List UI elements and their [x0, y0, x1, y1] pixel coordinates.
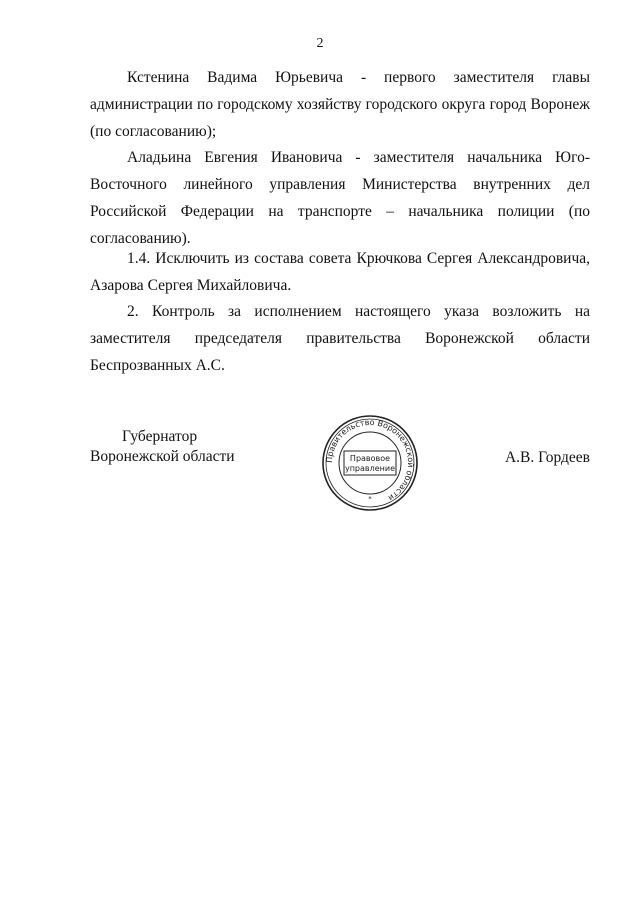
page-number: 2: [316, 36, 324, 51]
signature-name: А.В. Гордеев: [504, 449, 590, 466]
seal-inner-line2: управление: [344, 464, 396, 473]
paragraph-kstenin: Кстенина Вадима Юрьевича - первого заместителя главы администрации по городскому хозяйству городского округа город Воронеж (по согласованию);: [90, 69, 590, 140]
signature-title-line1: Губернатор: [122, 428, 198, 445]
seal-stamp: [320, 413, 420, 513]
seal-icon: [320, 413, 420, 513]
svg-text:*: *: [368, 495, 372, 503]
paragraph-control: 2. Контроль за исполнением настоящего указа возложить на заместителя председателя правительства Воронежской области Беспрозванных А.С.: [90, 303, 590, 374]
paragraph-aladin: Аладьина Евгения Ивановича - заместителя начальника Юго-Восточного линейного управления Министерства внутренних дел Российской Федерации на транспорте – начальника полиции (по согласованию).: [90, 149, 590, 247]
seal-outer-text: Правительство Воронежской области: [324, 417, 416, 503]
seal-inner-line1: Правовое: [349, 454, 391, 463]
signature-title: [90, 427, 235, 467]
signature-title-line2: Воронежской области: [90, 448, 235, 465]
paragraph-exclude: 1.4. Исключить из состава совета Крючкова Сергея Александровича, Азарова Сергея Михайловича.: [90, 250, 590, 294]
